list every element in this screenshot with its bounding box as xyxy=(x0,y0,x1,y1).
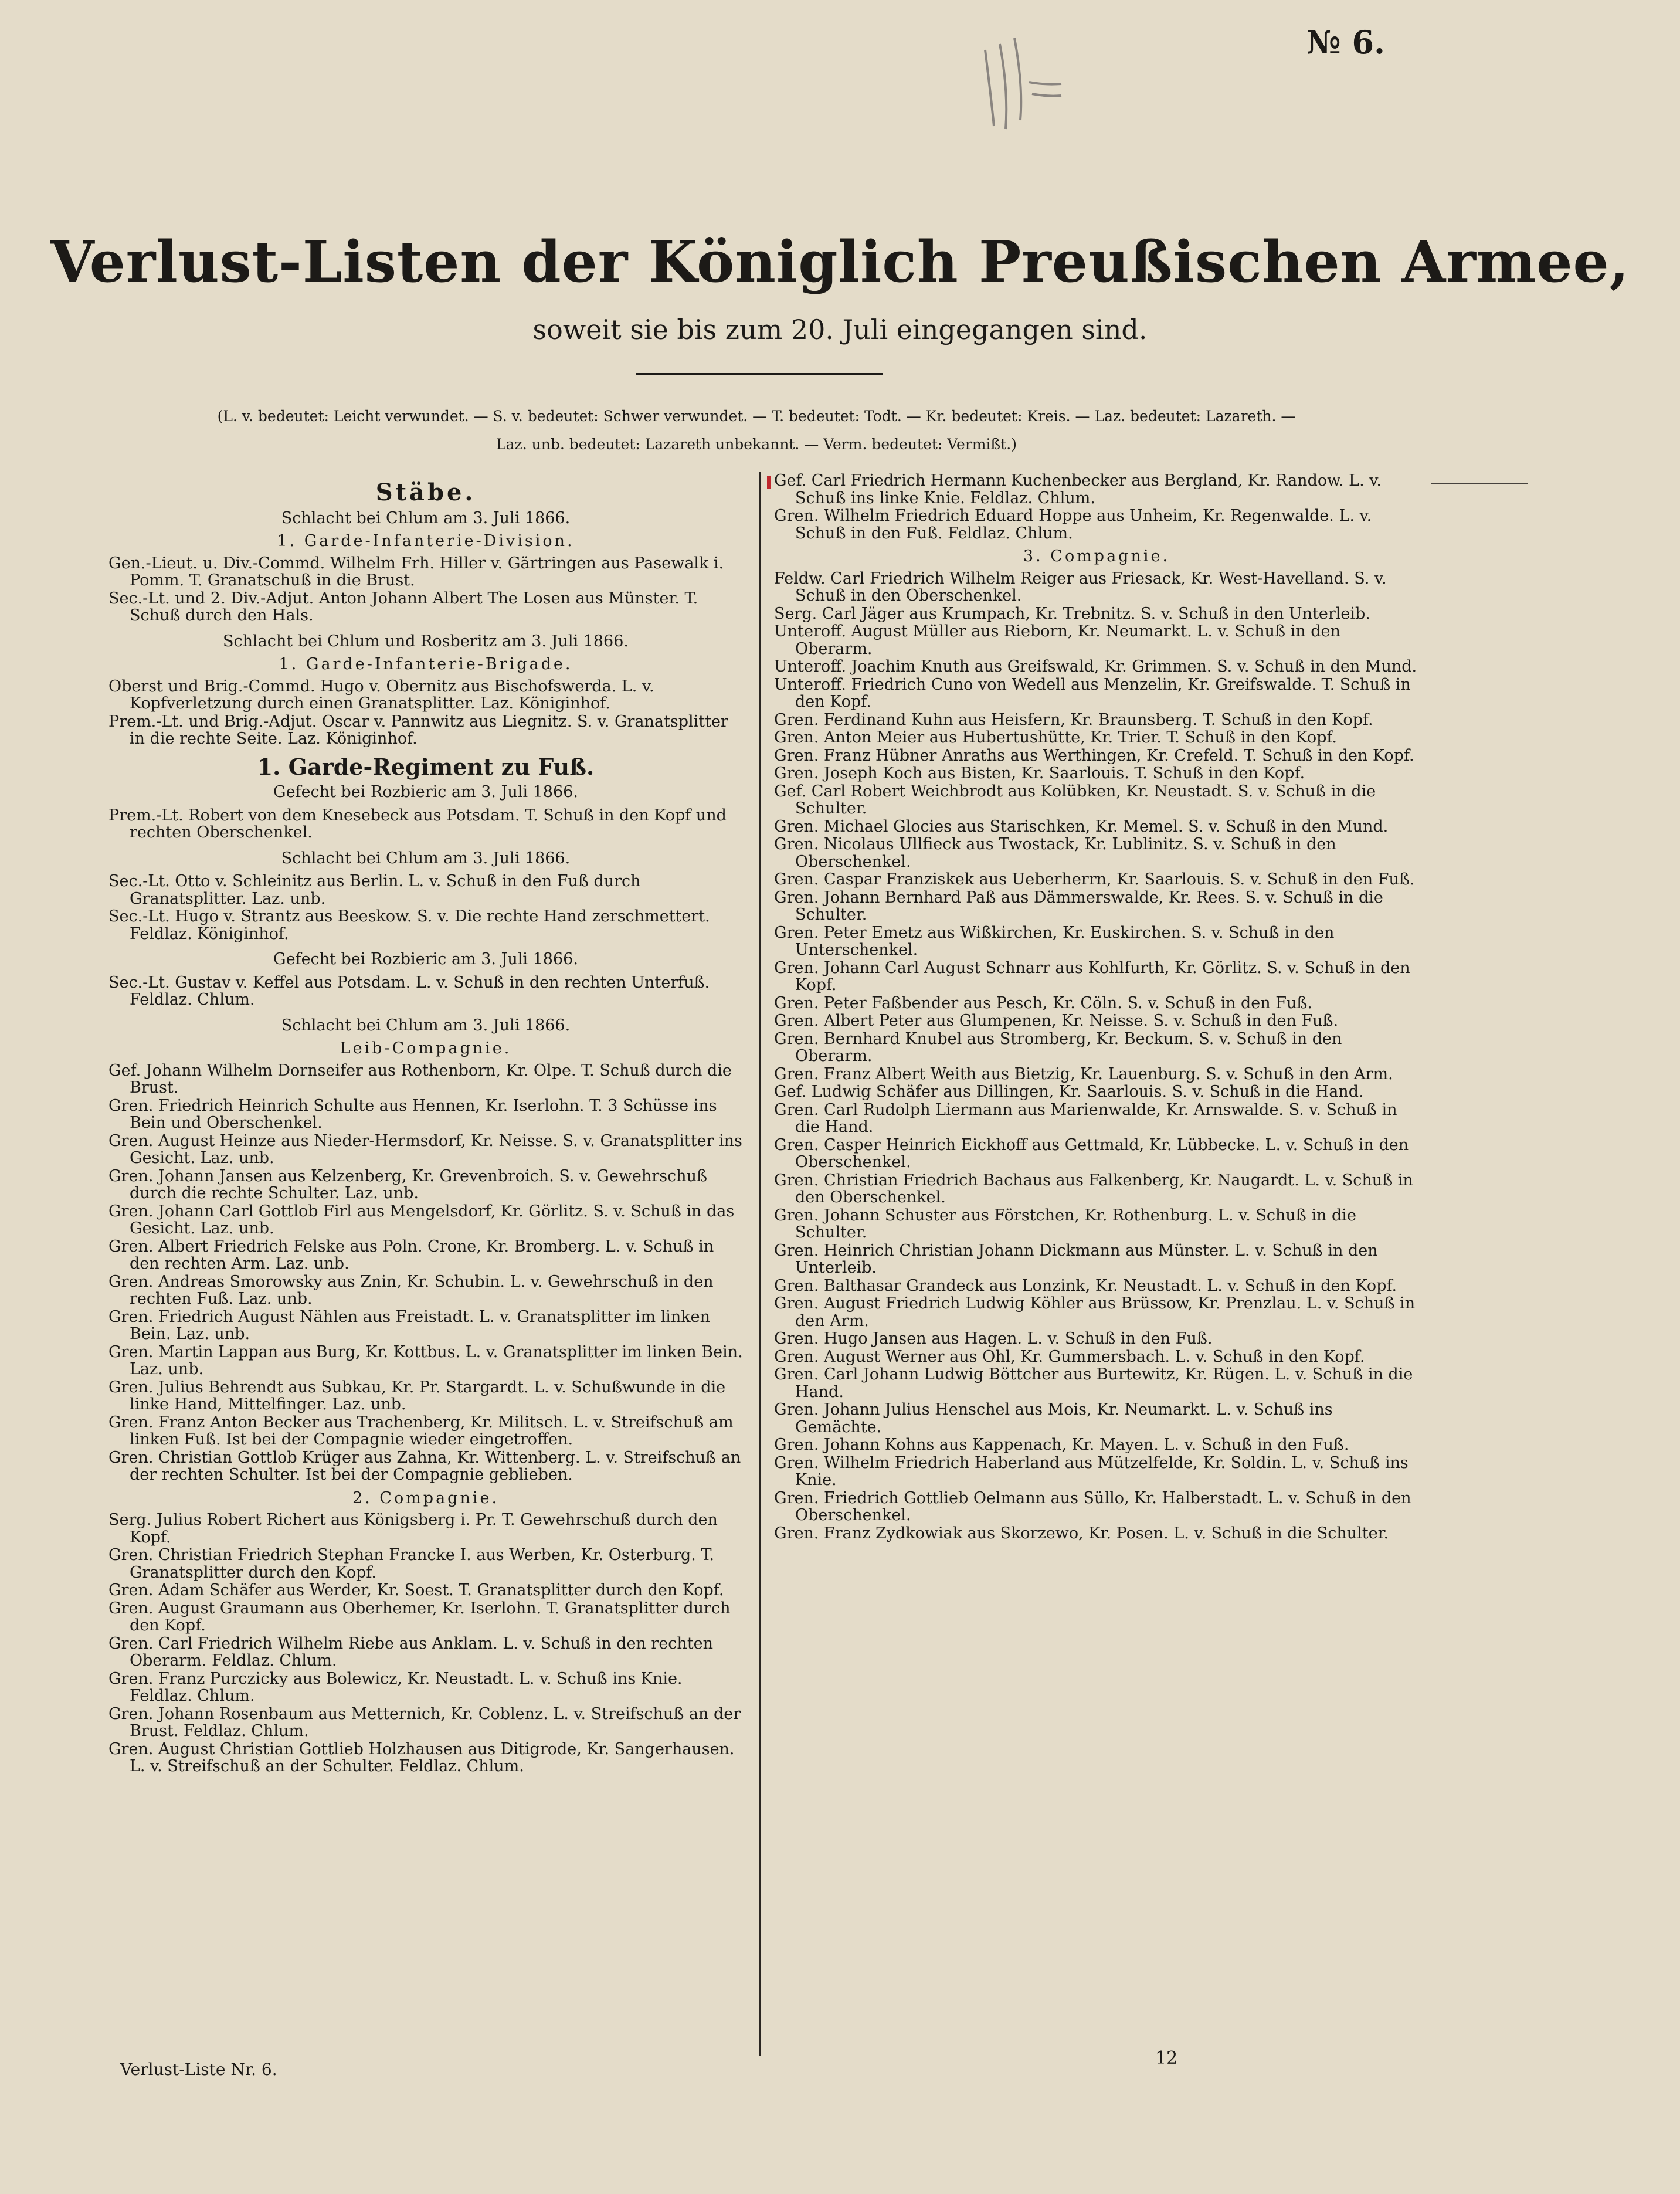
list-item: Gren. August Friedrich Ludwig Köhler aus Brüssow, Kr. Prenzlau. L. v. Schuß in den Arm. xyxy=(774,1294,1416,1330)
list-item: Feldw. Carl Friedrich Wilhelm Reiger aus Friesack, Kr. West-Havelland. S. v. Schuß in den Oberschenkel. xyxy=(774,569,1387,605)
battle-heading: Schlacht bei Chlum und Rosberitz am 3. Juli 1866. xyxy=(223,632,629,650)
list-item: Gren. August Christian Gottlieb Holzhausen aus Ditigrode, Kr. Sangerhausen. L. v. Streifschuß an der Schulter. Feldlaz. Chlum. xyxy=(108,1739,735,1775)
unit-heading: 1. Garde-Infanterie-Division. xyxy=(277,532,575,550)
list-item: Gren. Johann Julius Henschel aus Mois, Kr. Neumarkt. L. v. Schuß ins Gemächte. xyxy=(774,1401,1333,1436)
list-item: Gren. Johann Carl Gottlob Firl aus Mengelsdorf, Kr. Görlitz. S. v. Schuß in das Gesicht. Laz. unb. xyxy=(108,1202,735,1237)
list-item: Serg. Carl Jäger aus Krumpach, Kr. Trebnitz. S. v. Schuß in den Unterleib. xyxy=(774,604,1370,623)
list-item: Gren. Nicolaus Ullfieck aus Twostack, Kr. Lublinitz. S. v. Schuß in den Oberschenkel. xyxy=(774,835,1336,871)
list-item: Gren. Friedrich Gottlieb Oelmann aus Süllo, Kr. Halberstadt. L. v. Schuß in den Oberschenkel. xyxy=(774,1488,1411,1524)
list-item: Gren. August Heinze aus Nieder-Hermsdorf, Kr. Neisse. S. v. Granatsplitter ins Gesicht. Laz. unb. xyxy=(108,1131,742,1167)
pencil-margin-line xyxy=(1431,483,1528,484)
list-item: Sec.-Lt. und 2. Div.-Adjut. Anton Johann Albert The Losen aus Münster. T. Schuß durch den Hals. xyxy=(108,589,698,625)
entry-list xyxy=(108,873,743,942)
list-item: Sec.-Lt. Gustav v. Keffel aus Potsdam. L. v. Schuß in den rechten Unterfuß. Feldlaz. Chlum. xyxy=(108,973,710,1009)
list-item: Gren. Balthasar Grandeck aus Lonzink, Kr. Neustadt. L. v. Schuß in den Kopf. xyxy=(774,1276,1397,1295)
entry-list xyxy=(108,1062,743,1484)
regiment-heading: 1. Garde-Regiment zu Fuß. xyxy=(257,753,595,780)
list-item: Gef. Carl Robert Weichbrodt aus Kolübken, Kr. Neustadt. S. v. Schuß in die Schulter. xyxy=(774,782,1376,818)
list-item: Gren. Carl Friedrich Wilhelm Riebe aus Anklam. L. v. Schuß in den rechten Oberarm. Feldlaz. Chlum. xyxy=(108,1634,714,1670)
battle-heading: Gefecht bei Rozbieric am 3. Juli 1866. xyxy=(273,950,578,968)
column-divider xyxy=(759,472,761,2056)
list-item: Prem.-Lt. Robert von dem Knesebeck aus Potsdam. T. Schuß in den Kopf und rechten Oberschenkel. xyxy=(108,806,727,842)
unit-heading: 2. Compagnie. xyxy=(352,1488,500,1507)
list-item: Gef. Ludwig Schäfer aus Dillingen, Kr. Saarlouis. S. v. Schuß in die Hand. xyxy=(774,1083,1364,1101)
entry-list xyxy=(108,1511,743,1775)
list-item: Gef. Carl Friedrich Hermann Kuchenbecker aus Bergland, Kr. Randow. L. v. Schuß ins linke Knie. Feldlaz. Chlum. xyxy=(774,472,1382,507)
battle-heading: Schlacht bei Chlum am 3. Juli 1866. xyxy=(281,1016,571,1035)
list-item: Gren. Hugo Jansen aus Hagen. L. v. Schuß in den Fuß. xyxy=(774,1330,1213,1348)
battle-heading: Schlacht bei Chlum am 3. Juli 1866. xyxy=(281,508,571,527)
list-item: Gren. Franz Albert Weith aus Bietzig, Kr. Lauenburg. S. v. Schuß in den Arm. xyxy=(774,1064,1393,1083)
abbreviation-legend xyxy=(88,402,1425,459)
right-column xyxy=(774,472,1419,1542)
list-item: Gren. Wilhelm Friedrich Eduard Hoppe aus Unheim, Kr. Regenwalde. L. v. Schuß in den Fuß. Feldlaz. Chlum. xyxy=(774,507,1372,542)
entry-list xyxy=(774,570,1419,1542)
unit-heading: 3. Compagnie. xyxy=(1023,547,1170,565)
list-item: Gren. Johann Rosenbaum aus Metternich, Kr. Coblenz. L. v. Streifschuß an der Brust. Feldlaz. Chlum. xyxy=(108,1704,741,1740)
list-item: Gren. Johann Bernhard Paß aus Dämmerswalde, Kr. Rees. S. v. Schuß in die Schulter. xyxy=(774,888,1383,924)
list-item: Gren. Johann Carl August Schnarr aus Kohlfurth, Kr. Görlitz. S. v. Schuß in den Kopf. xyxy=(774,958,1410,994)
list-item: Oberst und Brig.-Commd. Hugo v. Obernitz aus Bischofswerda. L. v. Kopfverletzung durch einen Granatsplitter. Laz. Königinhof. xyxy=(108,677,654,713)
unit-heading: 1. Garde-Infanterie-Brigade. xyxy=(279,655,573,673)
list-item: Gren. Franz Purczicky aus Bolewicz, Kr. Neustadt. L. v. Schuß ins Knie. Feldlaz. Chlum. xyxy=(108,1669,683,1705)
title-rule xyxy=(636,373,883,375)
list-item: Unteroff. August Müller aus Rieborn, Kr. Neumarkt. L. v. Schuß in den Oberarm. xyxy=(774,622,1340,658)
list-item: Gren. August Werner aus Ohl, Kr. Gummersbach. L. v. Schuß in den Kopf. xyxy=(774,1347,1365,1366)
list-item: Gren. Albert Friedrich Felske aus Poln. Crone, Kr. Bromberg. L. v. Schuß in den rechten Arm. Laz. unb. xyxy=(108,1237,714,1273)
list-item: Gren. Caspar Franziskek aus Ueberherrn, Kr. Saarlouis. S. v. Schuß in den Fuß. xyxy=(774,870,1415,889)
battle-heading: Gefecht bei Rozbieric am 3. Juli 1866. xyxy=(273,783,578,801)
list-item: Gren. Franz Hübner Anraths aus Werthingen, Kr. Crefeld. T. Schuß in den Kopf. xyxy=(774,746,1414,765)
list-item: Sec.-Lt. Otto v. Schleinitz aus Berlin. L. v. Schuß in den Fuß durch Granatsplitter. Laz. unb. xyxy=(108,872,641,908)
unit-heading: Leib-Compagnie. xyxy=(340,1039,512,1057)
battle-heading: Schlacht bei Chlum am 3. Juli 1866. xyxy=(281,849,571,867)
list-item: Gren. Casper Heinrich Eickhoff aus Gettmald, Kr. Lübbecke. L. v. Schuß in den Oberschenkel. xyxy=(774,1135,1409,1171)
list-item: Gren. Carl Rudolph Liermann aus Marienwalde, Kr. Arnswalde. S. v. Schuß in die Hand. xyxy=(774,1100,1397,1136)
list-item: Gren. Johann Jansen aus Kelzenberg, Kr. Grevenbroich. S. v. Gewehrschuß durch die rechte Schulter. Laz. unb. xyxy=(108,1166,707,1202)
entry-list xyxy=(108,678,743,748)
entry-list xyxy=(108,807,743,842)
list-item: Gef. Johann Wilhelm Dornseifer aus Rothenborn, Kr. Olpe. T. Schuß durch die Brust. xyxy=(108,1061,732,1097)
list-item: Serg. Julius Robert Richert aus Königsberg i. Pr. T. Gewehrschuß durch den Kopf. xyxy=(108,1511,718,1547)
page-subtitle: soweit sie bis zum 20. Juli eingegangen sind. xyxy=(532,314,1148,345)
list-item: Gren. August Graumann aus Oberhemer, Kr. Iserlohn. T. Granatsplitter durch den Kopf. xyxy=(108,1599,731,1635)
list-item: Gren. Franz Anton Becker aus Trachenberg, Kr. Militsch. L. v. Streifschuß am linken Fuß. Ist bei der Compagnie wieder eingetroffen. xyxy=(108,1413,734,1449)
list-item: Gren. Michael Glocies aus Starischken, Kr. Memel. S. v. Schuß in den Mund. xyxy=(774,817,1389,836)
red-margin-mark xyxy=(767,476,771,489)
list-item: Gren. Wilhelm Friedrich Haberland aus Mützelfelde, Kr. Soldin. L. v. Schuß ins Knie. xyxy=(774,1453,1409,1489)
list-item: Gren. Adam Schäfer aus Werder, Kr. Soest. T. Granatsplitter durch den Kopf. xyxy=(108,1581,724,1599)
list-item: Gren. Peter Emetz aus Wißkirchen, Kr. Euskirchen. S. v. Schuß in den Unterschenkel. xyxy=(774,923,1335,959)
entry-list xyxy=(108,555,743,625)
list-item: Gren. Anton Meier aus Hubertushütte, Kr. Trier. T. Schuß in den Kopf. xyxy=(774,728,1338,747)
issue-number: № 6. xyxy=(1306,23,1385,61)
list-item: Gren. Julius Behrendt aus Subkau, Kr. Pr. Stargardt. L. v. Schußwunde in die linke Hand, Mittelfinger. Laz. unb. xyxy=(108,1378,726,1413)
page-number: 12 xyxy=(1155,2048,1178,2068)
list-item: Prem.-Lt. und Brig.-Adjut. Oscar v. Pannwitz aus Liegnitz. S. v. Granatsplitter in die rechte Seite. Laz. Königinhof. xyxy=(108,712,728,748)
list-item: Gren. Peter Faßbender aus Pesch, Kr. Cöln. S. v. Schuß in den Fuß. xyxy=(774,993,1312,1012)
list-item: Gen.-Lieut. u. Div.-Commd. Wilhelm Frh. Hiller v. Gärtringen aus Pasewalk i. Pomm. T. Granatschuß in die Brust. xyxy=(108,554,724,589)
list-item: Gren. Ferdinand Kuhn aus Heisfern, Kr. Braunsberg. T. Schuß in den Kopf. xyxy=(774,710,1373,729)
entry-list xyxy=(774,472,1419,542)
entry-list xyxy=(108,974,743,1009)
pencil-scribble xyxy=(973,26,1067,144)
left-column xyxy=(108,472,743,1776)
list-item: Gren. Christian Friedrich Bachaus aus Falkenberg, Kr. Naugardt. L. v. Schuß in den Oberschenkel. xyxy=(774,1171,1413,1206)
list-item: Gren. Franz Zydkowiak aus Skorzewo, Kr. Posen. L. v. Schuß in die Schulter. xyxy=(774,1524,1389,1542)
list-item: Gren. Andreas Smorowsky aus Znin, Kr. Schubin. L. v. Gewehrschuß in den rechten Fuß. Laz. unb. xyxy=(108,1272,714,1308)
list-item: Gren. Bernhard Knubel aus Stromberg, Kr. Beckum. S. v. Schuß in den Oberarm. xyxy=(774,1029,1342,1065)
list-item: Gren. Johann Kohns aus Kappenach, Kr. Mayen. L. v. Schuß in den Fuß. xyxy=(774,1436,1349,1454)
page-footer: Verlust-Liste Nr. 6. xyxy=(120,2060,277,2079)
list-item: Gren. Martin Lappan aus Burg, Kr. Kottbus. L. v. Granatsplitter im linken Bein. Laz. unb. xyxy=(108,1342,743,1378)
list-item: Gren. Christian Gottlob Krüger aus Zahna, Kr. Wittenberg. L. v. Streifschuß an der rechten Schulter. Ist bei der Compagnie geblieben. xyxy=(108,1448,741,1484)
list-item: Gren. Johann Schuster aus Förstchen, Kr. Rothenburg. L. v. Schuß in die Schulter. xyxy=(774,1206,1356,1242)
legend-line-1: (L. v. bedeutet: Leicht verwundet. — S. v. bedeutet: Schwer verwundet. — T. bedeutet: Todt. — Kr. bedeutet: Kreis. — Laz. bedeutet: Lazareth. — xyxy=(217,408,1296,425)
list-item: Unteroff. Friedrich Cuno von Wedell aus Menzelin, Kr. Greifswalde. T. Schuß in den Kopf. xyxy=(774,675,1411,711)
list-item: Gren. Joseph Koch aus Bisten, Kr. Saarlouis. T. Schuß in den Kopf. xyxy=(774,764,1305,782)
list-item: Unteroff. Joachim Knuth aus Greifswald, Kr. Grimmen. S. v. Schuß in den Mund. xyxy=(774,657,1417,676)
list-item: Gren. Heinrich Christian Johann Dickmann aus Münster. L. v. Schuß in den Unterleib. xyxy=(774,1241,1378,1277)
list-item: Gren. Christian Friedrich Stephan Francke I. aus Werben, Kr. Osterburg. T. Granatsplitter durch den Kopf. xyxy=(108,1546,715,1582)
list-item: Sec.-Lt. Hugo v. Strantz aus Beeskow. S. v. Die rechte Hand zerschmettert. Feldlaz. Königinhof. xyxy=(108,907,710,943)
page-title: Verlust-Listen der Königlich Preußischen Armee, xyxy=(50,229,1630,295)
legend-line-2: Laz. unb. bedeutet: Lazareth unbekannt. — Verm. bedeutet: Vermißt.) xyxy=(496,436,1017,453)
list-item: Gren. Carl Johann Ludwig Böttcher aus Burtewitz, Kr. Rügen. L. v. Schuß in die Hand. xyxy=(774,1365,1413,1401)
list-item: Gren. Friedrich Heinrich Schulte aus Hennen, Kr. Iserlohn. T. 3 Schüsse ins Bein und Oberschenkel. xyxy=(108,1096,717,1132)
section-heading: Stäbe. xyxy=(375,479,476,506)
list-item: Gren. Albert Peter aus Glumpenen, Kr. Neisse. S. v. Schuß in den Fuß. xyxy=(774,1012,1339,1030)
list-item: Gren. Friedrich August Nählen aus Freistadt. L. v. Granatsplitter im linken Bein. Laz. unb. xyxy=(108,1307,711,1343)
